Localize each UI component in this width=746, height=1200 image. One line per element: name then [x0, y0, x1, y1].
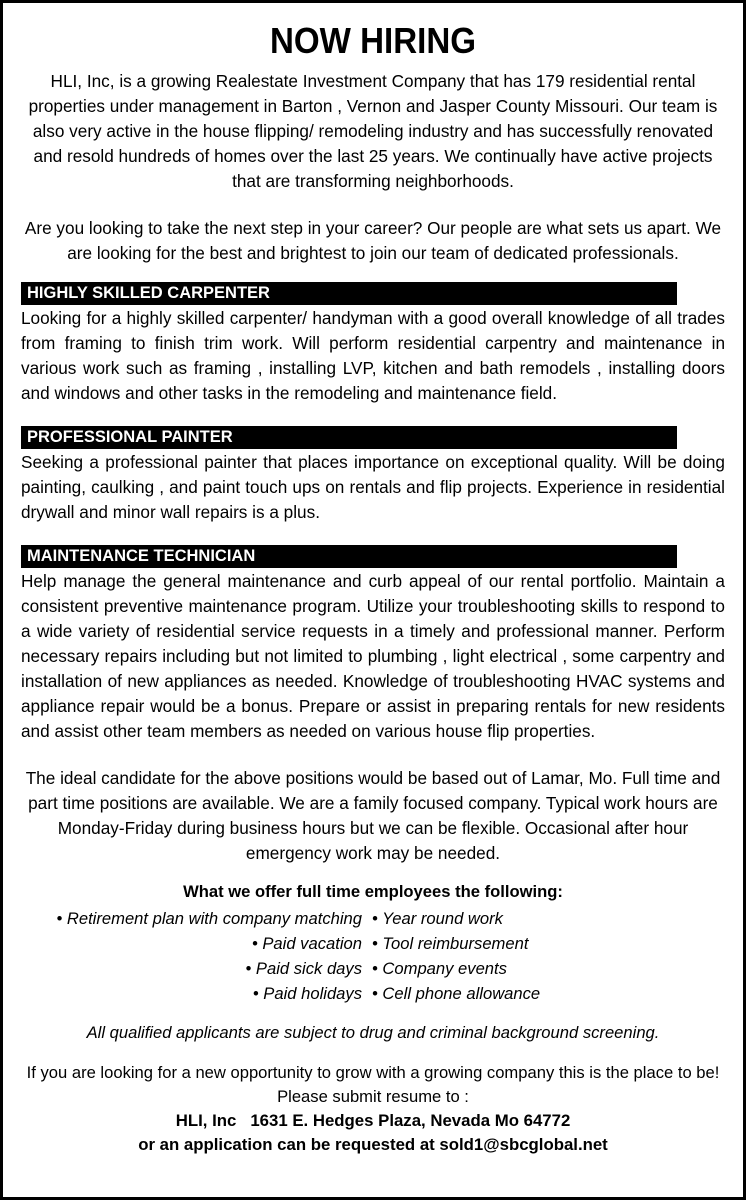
intro-paragraph: HLI, Inc, is a growing Realestate Investment Company that has 179 residential rental properties under management in Barton , Vernon and Jasper County Missouri. Our team is also very active in the house flipping/ remodeling industry and has successfully renovated and resold hundreds of homes over the last 25 years. We continually have active projects that are transforming neighborhoods.	[28, 71, 718, 191]
benefits-column-right	[362, 906, 702, 1006]
benefit-item: • Year round work	[372, 909, 503, 928]
closing-paragraph: If you are looking for a new opportunity to grow with a growing company this is the place to be! Please submit resume to :	[26, 1063, 720, 1106]
job-heading-maintenance: MAINTENANCE TECHNICIAN	[21, 545, 677, 568]
spacer	[21, 194, 725, 216]
spacer	[21, 406, 725, 426]
contact-address	[21, 1109, 725, 1133]
career-paragraph: Are you looking to take the next step in your career? Our people are what sets us apart. We are looking for the best and brightest to join our team of dedicated professionals.	[24, 218, 722, 263]
company-name: HLI, Inc	[175, 1111, 237, 1130]
job-heading-painter: PROFESSIONAL PAINTER	[21, 426, 677, 449]
benefit-item: • Tool reimbursement	[372, 934, 529, 953]
spacer	[21, 525, 725, 545]
benefit-item: • Paid vacation	[251, 934, 362, 953]
benefits-column-left	[44, 906, 362, 1006]
application-email-line: or an application can be requested at sold1@sbcglobal.net	[138, 1135, 608, 1154]
benefit-item: • Retirement plan with company matching	[56, 909, 362, 928]
job-description-maintenance: Help manage the general maintenance and curb appeal of our rental portfolio. Maintain a consistent preventive maintenance program. Utilize your troubleshooting skills to respond to a wide variety of residential service requests in a timely and professional manner. Perform necessary repairs including but not limited to plumbing , light electrical , some carpentry and installation of new appliances as needed. Knowledge of troubleshooting HVAC systems and appliance repair would be a bonus. Prepare or assist in preparing rentals for new residents and assist other team members as needed on various house flip properties.	[21, 571, 725, 741]
job-description-painter: Seeking a professional painter that places importance on exceptional quality. Will be doing painting, caulking , and paint touch ups on rentals and flip projects. Experience in residential drywall and minor wall repairs is a plus.	[21, 452, 725, 522]
benefit-item: • Company events	[372, 959, 507, 978]
spacer	[21, 266, 725, 282]
page-title: NOW HIRING	[269, 20, 477, 61]
benefit-item: • Cell phone allowance	[372, 984, 541, 1003]
ideal-candidate-paragraph: The ideal candidate for the above positions would be based out of Lamar, Mo. Full time and part time positions are available. We are a family focused company. Typical work hours are Monday-Friday during business hours but we can be flexible. Occasional after hour emergency work may be needed.	[25, 768, 721, 863]
screening-disclaimer: All qualified applicants are subject to drug and criminal background screening.	[86, 1023, 660, 1042]
spacer	[21, 744, 725, 766]
job-heading-carpenter: HIGHLY SKILLED CARPENTER	[21, 282, 677, 305]
benefit-item: • Paid holidays	[252, 984, 362, 1003]
job-description-carpenter: Looking for a highly skilled carpenter/ handyman with a good overall knowledge of all trades from framing to finish trim work. Will perform residential carpentry and maintenance in various work such as framing , installing LVP, kitchen and bath remodels , installing doors and windows and other tasks in the remodeling and maintenance field.	[21, 308, 725, 403]
benefits-title: What we offer full time employees the following:	[183, 882, 563, 901]
benefit-item: • Paid sick days	[245, 959, 362, 978]
benefits-list	[21, 906, 725, 1006]
street-address: 1631 E. Hedges Plaza, Nevada Mo 64772	[250, 1111, 571, 1130]
